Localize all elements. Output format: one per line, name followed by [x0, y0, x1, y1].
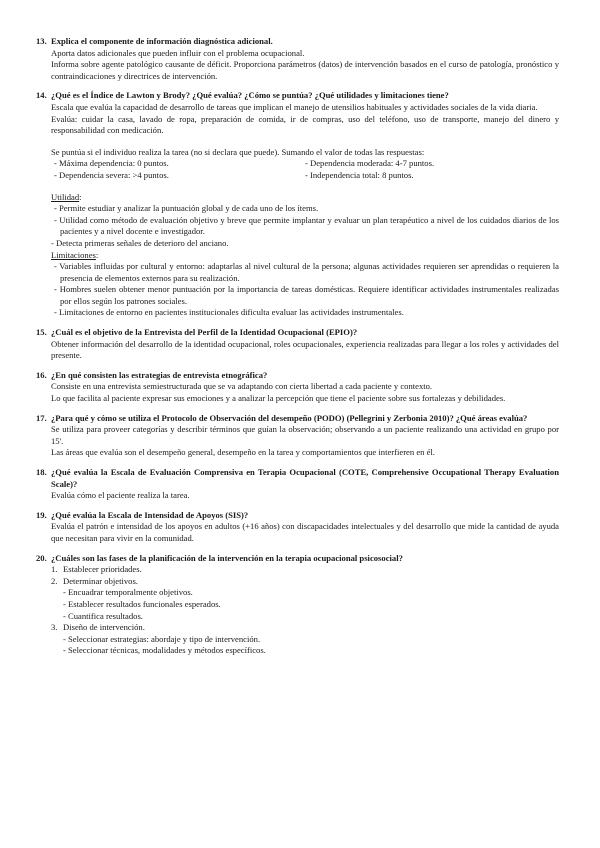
answer-line: Se utiliza para proveer categorías y describir términos que guían la observación; observando a un paciente realizando una actividad en grupo por 15'. — [51, 424, 559, 446]
question-16 — [36, 370, 559, 405]
limitacion-item: - Variables influidas por cultural y entorno: adaptarlas al nivel cultural de la persona; algunas actividades requieren ser aprendidas o requieren la presencia de elementos externos para su realización. — [54, 261, 559, 283]
answer-paragraph: Evalúa cómo el paciente realiza la tarea. — [51, 490, 190, 501]
answer — [36, 424, 559, 459]
sub-item: - Encuadrar temporalmente objetivos. — [63, 587, 193, 598]
question-number: 19. — [36, 509, 47, 520]
list-item — [51, 622, 559, 634]
sub-list — [51, 587, 559, 622]
question-heading — [36, 327, 559, 339]
answer-paragraph: Se puntúa si el individuo realiza la tarea (no si declara que puede). Sumando el valor de todas las respuestas: — [51, 146, 425, 157]
sub-list — [51, 634, 559, 657]
question-title: ¿Cuáles son las fases de la planificación de la intervención en la terapia ocupacional psicosocial? — [51, 552, 403, 563]
question-14 — [36, 90, 559, 319]
answer-line: Consiste en una entrevista semiestructurada que se va adaptando con cierta libertad a cada paciente y contexto. — [51, 381, 433, 392]
answer — [36, 521, 559, 544]
score-item: - Máxima dependencia: 0 puntos. — [54, 158, 169, 169]
question-heading — [36, 370, 559, 382]
answer — [36, 339, 559, 362]
score-item: - Dependencia moderada: 4-7 puntos. — [305, 158, 435, 169]
question-19 — [36, 510, 559, 545]
document-page — [36, 36, 559, 665]
question-heading — [36, 90, 559, 102]
question-20 — [36, 553, 559, 657]
utilidad-item: - Utilidad como método de evaluación objetivo y breve que permite implantar y evaluar un plan terapéutico a nivel de los cuidados diarios de los pacientes y a nivel docente e investigador. — [54, 214, 559, 237]
utilidad-heading: Utilidad: — [51, 191, 82, 202]
question-heading — [36, 36, 559, 48]
answer-line: Lo que facilita al paciente expresar sus emociones y a analizar la percepción que tiene el paciente sobre sus fortalezas y debilidades. — [51, 393, 506, 404]
question-title: ¿Cuál es el objetivo de la Entrevista del Perfil de la Identidad Ocupacional (EPIO)? — [51, 327, 358, 338]
question-15 — [36, 327, 559, 362]
list-number: 2. — [51, 575, 58, 586]
list-label: Establecer prioridades. — [63, 564, 142, 575]
answer — [36, 564, 559, 657]
question-13 — [36, 36, 559, 82]
sub-item: - Cuantifica resultados. — [63, 610, 143, 621]
answer — [36, 102, 559, 319]
question-title: ¿Qué es el Índice de Lawton y Brody? ¿Qué evalúa? ¿Cómo se puntúa? ¿Qué utilidades y limitaciones tiene? — [51, 90, 449, 101]
question-number: 18. — [36, 467, 47, 477]
score-item: - Dependencia severa: >4 puntos. — [54, 169, 169, 180]
question-heading — [36, 553, 559, 565]
question-number: 15. — [36, 327, 47, 338]
limitacion-item: - Limitaciones de entorno en pacientes institucionales dificulta evaluar las actividades instrumentales. — [54, 307, 404, 318]
score-column-right — [305, 158, 559, 181]
question-number: 20. — [36, 552, 47, 563]
question-title: ¿Qué evalúa la Escala de Evaluación Comprensiva en Terapia Ocupacional (COTE, Comprehensive Occupational Therapy Evaluation Scale)? — [51, 467, 559, 489]
answer-line: Informa sobre agente patológico causante de déficit. Proporciona parámetros (datos) de intervención basados en el curso de patología, pronóstico y contraindicaciones y directrices de intervención. — [51, 59, 559, 81]
question-title: ¿Para qué y cómo se utiliza el Protocolo de Observación del desempeño (PODO) (Pellegrini y Zerbonia 2010)? ¿Qué áreas evalúa? — [51, 412, 528, 423]
utilidad-item: - Detecta primeras señales de deterioro del anciano. — [51, 237, 229, 248]
question-title: ¿En qué consisten las estrategias de entrevista etnográfica? — [51, 369, 268, 380]
question-number: 13. — [36, 36, 47, 46]
score-table — [51, 158, 559, 181]
sub-item: - Establecer resultados funcionales esperados. — [63, 598, 221, 609]
question-title: Explica el componente de información diagnóstica adicional. — [51, 36, 273, 46]
score-column-left — [51, 158, 305, 181]
list-label: Diseño de intervención. — [63, 622, 145, 633]
list-number: 3. — [51, 622, 58, 633]
question-number: 17. — [36, 412, 47, 423]
list-item — [51, 564, 559, 576]
answer-paragraph: Escala que evalúa la capacidad de desarrollo de tareas que implican el manejo de utensilios habituales y actividades sociales de la vida diaria. — [51, 101, 538, 112]
answer-paragraph: Obtener información del desarrollo de la identidad ocupacional, roles ocupacionales, experiencia realizadas para llegar a los roles y actividades del presente. — [51, 338, 559, 361]
question-number: 14. — [36, 90, 47, 101]
list-number: 1. — [51, 564, 58, 575]
question-title: ¿Qué evalúa la Escala de Intensidad de Apoyos (SIS)? — [51, 509, 249, 520]
answer-line: Las áreas que evalúa son el desempeño general, desempeño en la tarea y comportamientos que interfieren en él. — [51, 447, 435, 458]
phase-list — [51, 564, 559, 657]
list-item — [51, 576, 559, 588]
question-heading — [36, 467, 559, 490]
answer-paragraph: Evalúa: cuidar la casa, lavado de ropa, preparación de comida, ir de compras, uso del teléfono, uso de transporte, manejo del dinero y responsabilidad con medicación. — [51, 113, 559, 136]
answer — [36, 48, 559, 83]
question-heading — [36, 510, 559, 522]
answer-paragraph: Evalúa el patrón e intensidad de los apoyos en adultos (+16 años) con discapacidades intelectuales y del desarrollo que mide la cantidad de ayuda que necesitan para vivir en la comunidad. — [51, 521, 559, 543]
list-label: Determinar objetivos. — [63, 575, 138, 586]
answer-line: Aporta datos adicionales que pueden influir con el problema ocupacional. — [51, 47, 305, 58]
answer — [36, 490, 559, 502]
question-18 — [36, 467, 559, 502]
limitacion-item: - Hombres suelen obtener menor puntuación por la importancia de tareas domésticas. Requiere identificar actividades instrumentales realizadas por ellos según los patrones sociales. — [54, 284, 559, 306]
score-item: - Independencia total: 8 puntos. — [305, 169, 414, 180]
utilidad-item: - Permite estudiar y analizar la puntuación global y de cada uno de los ítems. — [54, 203, 319, 214]
question-17 — [36, 413, 559, 459]
sub-item: - Seleccionar técnicas, modalidades y métodos específicos. — [63, 645, 266, 656]
limitaciones-heading: Limitaciones: — [51, 249, 99, 260]
answer — [36, 381, 559, 404]
question-heading — [36, 413, 559, 425]
sub-item: - Seleccionar estrategias: abordaje y tipo de intervención. — [63, 633, 261, 644]
question-number: 16. — [36, 369, 47, 380]
